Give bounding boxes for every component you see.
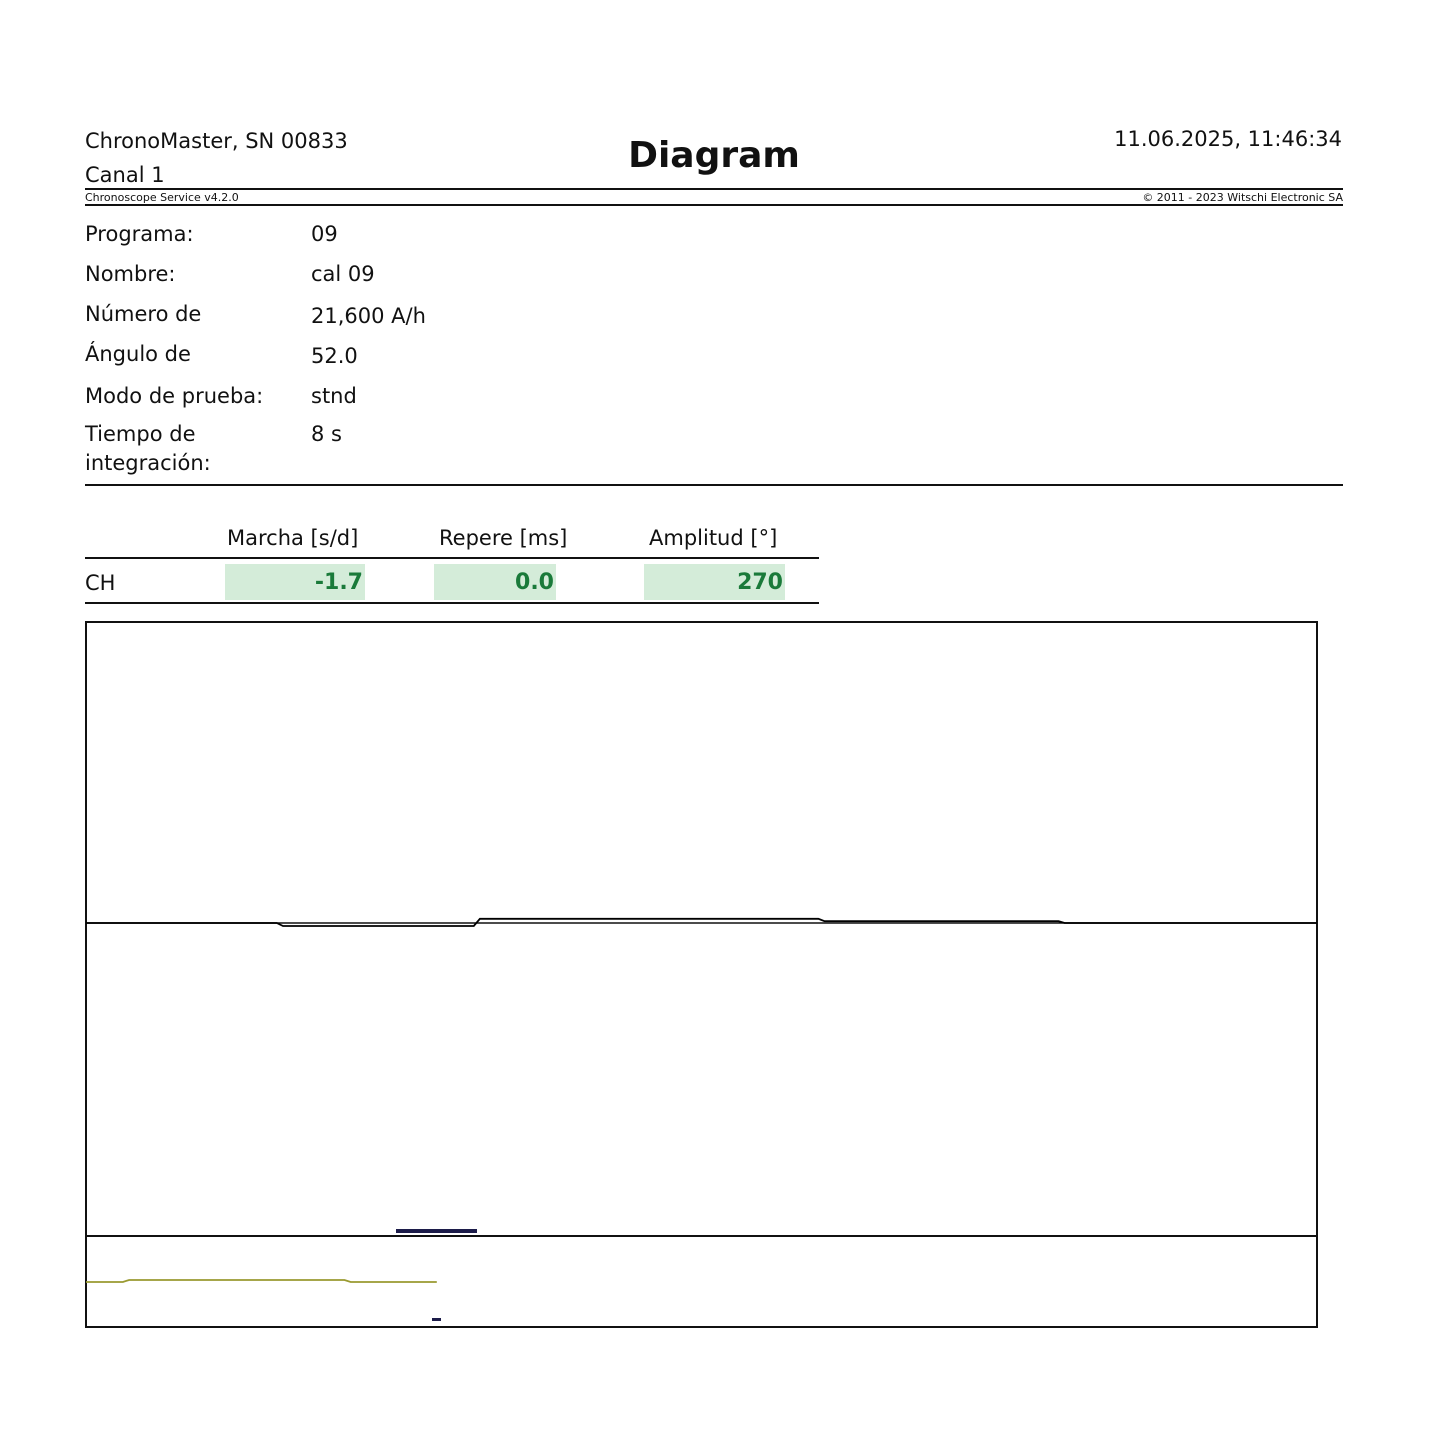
navy-bar [396,1229,477,1233]
info-label [85,420,311,478]
col-header-rate: Marcha [s/d] [227,526,359,550]
info-row-program [85,220,785,260]
info-bottom-rule [85,484,1343,486]
col-header-amplitude: Amplitud [°] [649,526,778,550]
info-row-lift-angle [85,340,785,382]
page-title: Diagram [628,135,800,176]
program-info [85,220,785,478]
info-value: stnd [311,384,357,408]
copyright-note: © 2011 - 2023 Witschi Electronic SA [1142,191,1343,204]
info-value: 52.0 [311,344,358,368]
info-value: 8 s [311,422,342,446]
info-label: Modo de prueba: [85,384,264,408]
results-header-rule [85,557,819,559]
info-label-line2: integración: [85,451,211,475]
header-rule-top [85,188,1343,190]
info-value: 21,600 A/h [311,304,426,328]
info-label: Ángulo de [85,342,191,366]
software-version: Chronoscope Service v4.2.0 [85,191,239,204]
diagram-chart [85,621,1319,1329]
navy-marker [432,1318,441,1321]
header-rule-bottom [85,204,1343,206]
info-label: Programa: [85,222,194,246]
result-amplitude: 270 [644,564,785,600]
col-header-beat-error: Repere [ms] [439,526,568,550]
report-datetime: 11.06.2025, 11:46:34 [1114,127,1342,151]
info-row-name [85,260,785,300]
row-label-ch: CH [85,571,116,595]
info-row-beat-rate [85,300,785,340]
results-bottom-rule [85,602,819,604]
result-beat-error: 0.0 [434,564,556,600]
info-value: 09 [311,222,338,246]
info-row-test-mode [85,382,785,420]
result-rate: -1.7 [225,564,365,600]
info-value: cal 09 [311,262,375,286]
info-label: Nombre: [85,262,176,286]
channel-name: Canal 1 [85,163,165,187]
info-row-integration-time [85,420,785,478]
device-name: ChronoMaster, SN 00833 [85,129,348,153]
info-label: Número de [85,302,202,326]
chart-frame [86,622,1317,1327]
info-label-line1: Tiempo de [85,422,196,446]
